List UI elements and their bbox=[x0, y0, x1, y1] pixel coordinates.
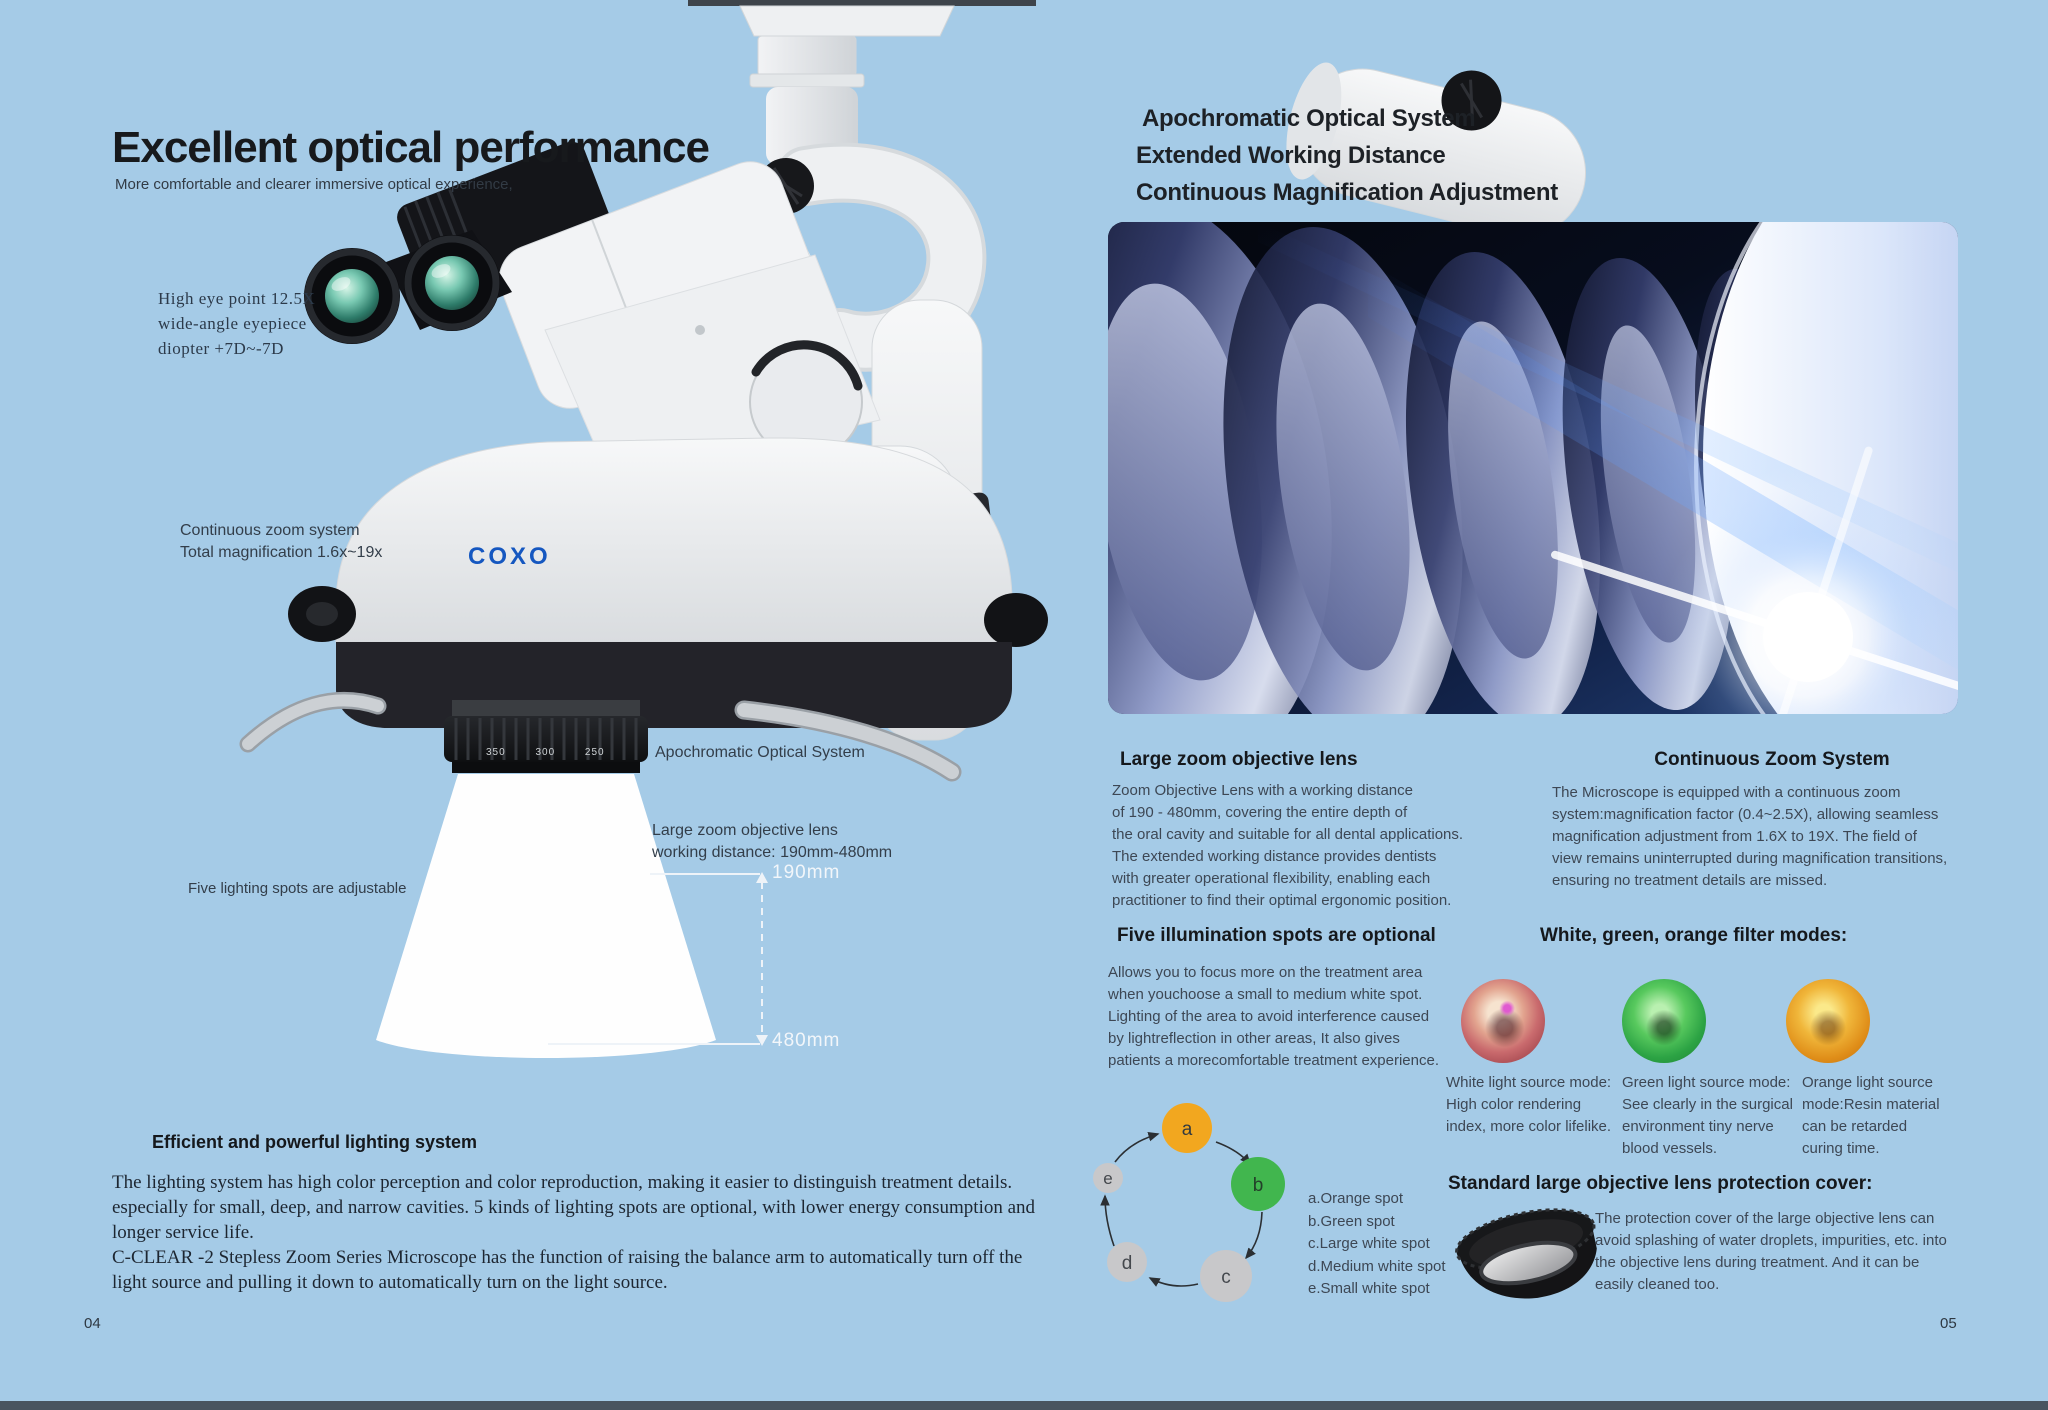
spot-a-label: a bbox=[1181, 1119, 1193, 1140]
coxo-logo: COXO bbox=[468, 543, 551, 570]
caption-line: White light source mode: bbox=[1446, 1074, 1612, 1091]
filter-modes-heading: White, green, orange filter modes: bbox=[1540, 925, 1848, 946]
page-subtitle: More comfortable and clearer immersive optical experience, bbox=[115, 176, 513, 193]
body-line: magnification adjustment from 1.6X to 19X. The field of bbox=[1552, 828, 1917, 845]
white-mode-image bbox=[1461, 979, 1545, 1063]
heading-line: Apochromatic Optical System bbox=[1142, 105, 1476, 132]
body-line: the oral cavity and suitable for all dental applications. bbox=[1112, 826, 1464, 843]
caption-line: can be retarded bbox=[1802, 1118, 1908, 1135]
body-line: when youchoose a small to medium white spot. bbox=[1108, 986, 1423, 1003]
caption-line: curing time. bbox=[1802, 1140, 1880, 1157]
paragraph-line: longer service life. bbox=[112, 1222, 254, 1243]
body-line: practitioner to find their optimal ergonomic position. bbox=[1112, 892, 1452, 909]
body-line: ensuring no treatment details are missed. bbox=[1552, 872, 1828, 889]
large-zoom-heading: Large zoom objective lens bbox=[1120, 749, 1358, 770]
body-line: patients a morecomfortable treatment experience. bbox=[1108, 1052, 1440, 1069]
body-line: of 190 - 480mm, covering the entire depth of bbox=[1112, 804, 1408, 821]
caption-line: Green light source mode: bbox=[1622, 1074, 1791, 1091]
distance-label-480: 480mm bbox=[772, 1030, 841, 1051]
paragraph-line: especially for small, deep, and narrow cavities. 5 kinds of lighting spots are optional, with lower energy consumption and bbox=[112, 1197, 1036, 1218]
protection-cover-heading: Standard large objective lens protection cover: bbox=[1448, 1173, 1873, 1194]
annotation-line: Large zoom objective lens bbox=[652, 822, 838, 839]
spot-d-label: d bbox=[1121, 1253, 1133, 1274]
body-line: avoid splashing of water droplets, impurities, etc. into bbox=[1595, 1232, 1947, 1249]
annotation-eyepiece bbox=[158, 286, 315, 361]
body-line: system:magnification factor (0.4~2.5X), allowing seamless bbox=[1552, 806, 1939, 823]
annotation-objective bbox=[652, 820, 892, 864]
caption-line: index, more color lifelike. bbox=[1446, 1118, 1612, 1135]
paragraph-line: light source and pulling it down to automatically turn on the light source. bbox=[112, 1272, 668, 1293]
protection-cover-image bbox=[1448, 1206, 1618, 1326]
legend-line: b.Green spot bbox=[1308, 1212, 1395, 1230]
body-line: view remains uninterrupted during magnification transitions, bbox=[1552, 850, 1948, 867]
continuous-zoom-body bbox=[1552, 782, 1947, 892]
lighting-section-paragraph bbox=[112, 1170, 1072, 1295]
body-line: easily cleaned too. bbox=[1595, 1276, 1720, 1293]
page-number-left: 04 bbox=[84, 1315, 101, 1332]
spot-b-label: b bbox=[1252, 1175, 1264, 1196]
five-spots-body bbox=[1108, 962, 1439, 1072]
body-line: The Microscope is equipped with a continuous zoom bbox=[1552, 784, 1901, 801]
annotation-line: wide-angle eyepiece bbox=[158, 314, 307, 333]
annotation-line: High eye point 12.5X bbox=[158, 289, 316, 308]
body-line: The extended working distance provides dentists bbox=[1112, 848, 1437, 865]
spot-cycle-legend bbox=[1308, 1188, 1446, 1301]
body-line: Allows you to focus more on the treatment area bbox=[1108, 964, 1423, 981]
body-line: Zoom Objective Lens with a working distance bbox=[1112, 782, 1413, 799]
body-line: The protection cover of the large objective lens can bbox=[1595, 1210, 1935, 1227]
legend-line: c.Large white spot bbox=[1308, 1235, 1430, 1252]
paragraph-line: The lighting system has high color perception and color reproduction, making it easier to distinguish treatment details. bbox=[112, 1172, 1013, 1193]
spot-cycle-diagram bbox=[1070, 1090, 1300, 1315]
annotation-zoom-system bbox=[180, 520, 382, 564]
annotation-apochromatic: Apochromatic Optical System bbox=[655, 744, 865, 761]
optics-lens-photo bbox=[1108, 222, 1958, 714]
body-line: the objective lens during treatment. And it can be bbox=[1595, 1254, 1920, 1271]
green-mode-image bbox=[1622, 979, 1706, 1063]
caption-line: Orange light source bbox=[1802, 1074, 1933, 1091]
spot-e-label: e bbox=[1103, 1169, 1113, 1188]
distance-label-190: 190mm bbox=[772, 862, 841, 883]
annotation-line: Continuous zoom system bbox=[180, 522, 360, 539]
annotation-line: working distance: 190mm-480mm bbox=[652, 844, 893, 861]
orange-mode-caption bbox=[1802, 1072, 1972, 1160]
large-zoom-body bbox=[1112, 780, 1463, 912]
page-number-right: 05 bbox=[1940, 1315, 1957, 1332]
annotation-lighting-spots: Five lighting spots are adjustable bbox=[188, 880, 407, 897]
caption-line: High color rendering bbox=[1446, 1096, 1582, 1113]
protection-cover-body bbox=[1595, 1208, 1947, 1296]
lighting-section-heading: Efficient and powerful lighting system bbox=[152, 1132, 478, 1152]
caption-line: blood vessels. bbox=[1622, 1140, 1718, 1157]
caption-line: mode:Resin material bbox=[1802, 1096, 1940, 1113]
spot-c-label: c bbox=[1221, 1267, 1231, 1288]
body-line: by lightreflection in other areas, It also gives bbox=[1108, 1030, 1400, 1047]
page-title: Excellent optical performance bbox=[112, 123, 709, 172]
body-line: Lighting of the area to avoid interference caused bbox=[1108, 1008, 1430, 1025]
caption-line: environment tiny nerve bbox=[1622, 1118, 1774, 1135]
annotation-line: Total magnification 1.6x~19x bbox=[180, 544, 383, 561]
heading-line: Extended Working Distance bbox=[1136, 142, 1446, 169]
annotation-line: diopter +7D~-7D bbox=[158, 339, 284, 358]
white-mode-caption bbox=[1446, 1072, 1618, 1138]
heading-line: Continuous Magnification Adjustment bbox=[1136, 179, 1558, 206]
continuous-zoom-heading: Continuous Zoom System bbox=[1654, 749, 1890, 770]
orange-mode-image bbox=[1786, 979, 1870, 1063]
paragraph-line: C-CLEAR -2 Stepless Zoom Series Microscope has the function of raising the balance arm to automatically turn off the bbox=[112, 1247, 1023, 1268]
body-line: with greater operational flexibility, enabling each bbox=[1112, 870, 1431, 887]
barrel-scale-marks: 350 300 250 bbox=[486, 747, 605, 758]
legend-line: a.Orange spot bbox=[1308, 1190, 1404, 1207]
legend-line: d.Medium white spot bbox=[1308, 1257, 1446, 1275]
right-page-heading bbox=[1136, 100, 1558, 211]
page-bottom-bar bbox=[0, 1401, 2048, 1410]
legend-line: e.Small white spot bbox=[1308, 1280, 1430, 1297]
caption-line: See clearly in the surgical bbox=[1622, 1096, 1793, 1113]
five-spots-heading: Five illumination spots are optional bbox=[1117, 925, 1436, 946]
green-mode-caption bbox=[1622, 1072, 1802, 1160]
